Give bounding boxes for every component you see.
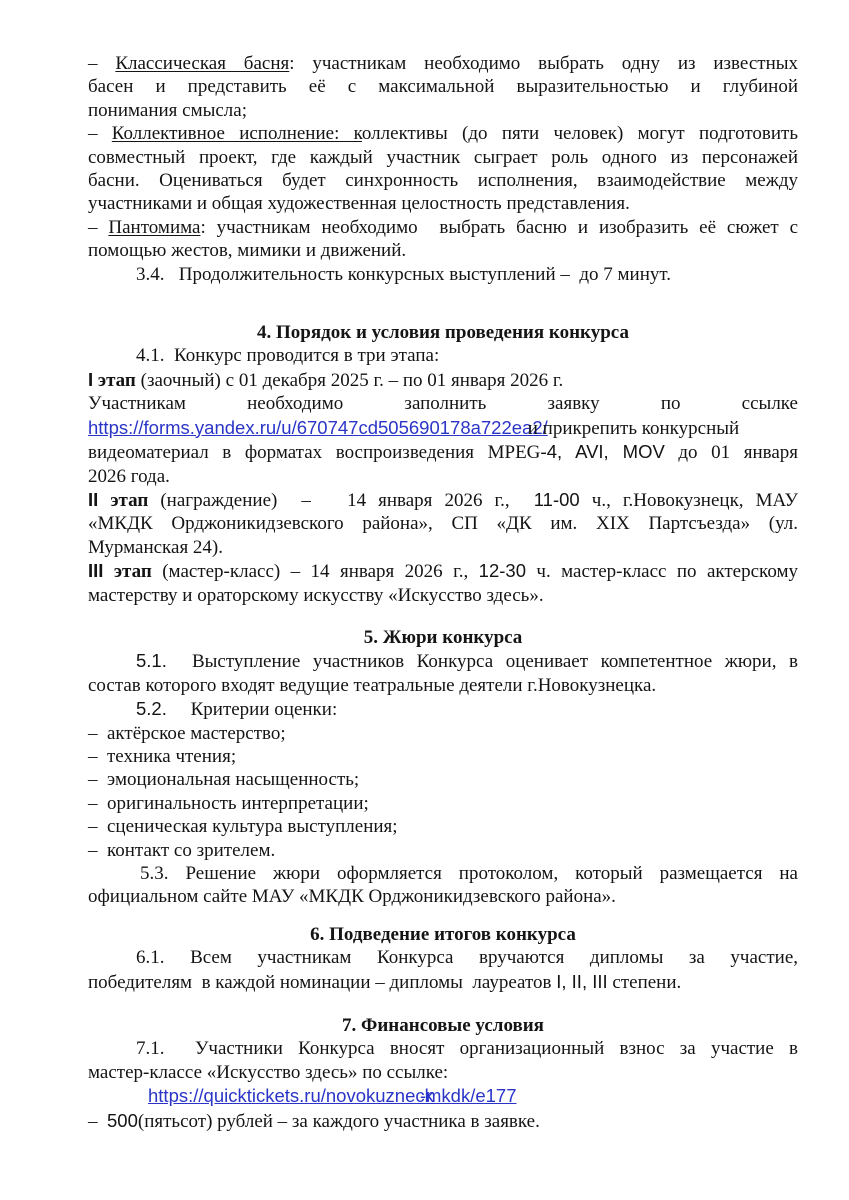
text-run: понимания смысла; [88,99,248,121]
text-run: 6.1. Всем участникам Конкурса вручаются дипломы за участие, [136,947,798,969]
text-run: 5.3. Решение жюри оформляется протоколом, который размещается на [140,863,798,884]
doc-line [88,392,798,415]
text-run: совместный проект, где каждый участник сыграет роль одного из персонажей [88,146,798,168]
text-run: Участникам необходимо заполнить заявку по ссылке [88,393,798,415]
text-run: 3.4. Продолжительность конкурсных выступлений – до 7 минут. [136,263,672,285]
clause-6-1 [88,946,798,969]
text-run: 4. Порядок и условия проведения конкурса [257,322,629,344]
text-run: Критерии оценки: [166,699,338,721]
text-run: 7. Финансовые условия [342,1015,544,1037]
text-run: и прикрепить конкурсный [527,417,740,439]
text-run: Выступление участников Конкурса оценивает компетентное жюри, в [166,651,798,673]
tickets-link-line [88,1084,798,1108]
paragraph-spacer [88,909,798,923]
text-run: (мастер-класс) – 14 января 2026 г., [162,561,479,583]
list-item-collective [88,122,798,145]
text-run: видеоматериал в форматах воспроизведения MPEG- [88,442,547,464]
text-run: 11-00 [533,488,580,510]
doc-line [88,512,798,535]
text-run: – контакт со зрителем. [88,839,276,861]
criteria-item [88,745,798,768]
text-run: этап [93,369,141,391]
list-item-pantomime [88,216,798,239]
text-run: победителям в каждой номинации – дипломы лауреатов [88,971,557,993]
text-run: этап [103,561,163,583]
text-run: (пятьсот) рублей – за каждого участника в заявке. [137,1110,540,1132]
doc-line [88,584,798,607]
paragraph-spacer [88,286,798,321]
doc-line [88,239,798,262]
doc-line [88,536,798,559]
stage-1 [88,368,798,392]
doc-line [88,169,798,192]
text-run: III [88,560,104,582]
text-run: 4, AVI, MOV [546,441,665,463]
fee-item [88,1109,798,1133]
doc-line [88,465,798,488]
paragraph-spacer [88,994,798,1014]
section-heading-7 [88,1014,798,1037]
text-run: (награждение) – 14 января 2026 г., [160,489,534,511]
text-run: – актёрское мастерство; [88,722,286,744]
text-run: «МКДК Орджоникидзевского района», СП «ДК им. XIX Партсъезда» (ул. [88,513,798,535]
text-run: – техника чтения; [88,745,237,767]
text-run: 5.2. [136,698,167,720]
text-run: : участникам необходимо выбрать одну из известных [289,53,798,74]
clause-5-2 [88,697,798,721]
text-run: 5.1. [136,650,167,672]
text-run: 12-30 [478,560,526,582]
text-run: 7.1. Участники Конкурса вносят организационный взнос за участие в [136,1038,798,1060]
clause-5-3 [88,862,798,885]
doc-line [88,75,798,98]
doc-line [88,99,798,122]
criteria-item [88,722,798,745]
text-run: – эмоциональная насыщенность; [88,769,360,791]
text-run: басни. Оцениваться будет синхронность исполнения, взаимодействие между [88,170,798,192]
criteria-item [88,815,798,838]
text-run: состав которого входят ведущие театральные деятели г.Новокузнецка. [88,674,657,696]
doc-line [88,440,798,464]
text-run: – [88,1110,107,1132]
doc-line [88,192,798,215]
text-run: I [88,368,94,390]
doc-line [88,146,798,169]
text-run: степени. [607,971,682,993]
text-run: ч. мастер-класс по актерскому [526,561,798,583]
text-run: – [88,216,109,238]
text-run: I, II, III [556,970,608,992]
doc-line [88,885,798,908]
text-run: участниками и общая художественная целостность представления. [88,193,630,215]
doc-line [88,970,798,994]
text-run: II [88,488,99,510]
text-run: (заочный) с 01 декабря 2025 г. – по 01 января 2026 г. [140,369,564,391]
criteria-item [88,792,798,815]
clause-7-1 [88,1037,798,1060]
hyperlink[interactable]: -mkdk/e177 [419,1085,517,1107]
text-run: 4.1. Конкурс проводится в три этапа: [136,345,440,367]
hyperlink[interactable]: https://quicktickets.ru/novokuzneck [148,1085,434,1107]
text-run: – [88,123,112,145]
text-run: 6. Подведение итогов конкурса [310,923,576,945]
text-run: басен и представить её с максимальной выразительностью и глубиной [88,76,798,98]
text-run: помощью жестов, мимики и движений. [88,240,407,262]
text-run: – [88,53,116,74]
text-run: мастер-классе «Искусство здесь» по ссылке: [88,1061,449,1083]
text-run: – сценическая культура выступления; [88,816,398,838]
section-heading-6 [88,923,798,946]
criteria-item [88,839,798,862]
hyperlink[interactable]: https://forms.yandex.ru/u/670747cd505690178a722ea2/ [88,416,548,438]
text-run: этап [98,489,161,511]
application-link-line [88,416,798,440]
section-heading-4 [88,321,798,344]
paragraph-spacer [88,607,798,626]
text-run: Коллективное исполнение: к [111,123,362,145]
section-heading-5 [88,626,798,649]
list-item-classic-fable [88,52,798,75]
text-run: 2026 года. [88,465,170,487]
text-run: Мурманская 24). [88,536,224,558]
text-run: до 01 января [664,442,799,464]
stage-2 [88,488,798,512]
text-run: 500 [107,1109,138,1131]
text-run: – оригинальность интерпретации; [88,792,369,814]
text-run: : участникам необходимо выбрать басню и изобразить её сюжет с [200,216,799,238]
text-run: оллективы (до пяти человек) могут подготовить [361,123,799,145]
clause-5-1 [88,649,798,673]
criteria-item [88,768,798,791]
text-run: ч., г.Новокузнецк, МАУ [579,489,798,511]
text-run: 5. Жюри конкурса [363,626,523,648]
text-run: Классическая басня [115,53,290,74]
text-run: официальном сайте МАУ «МКДК Орджоникидзевского района». [88,886,616,908]
doc-line [88,674,798,697]
text-run: Пантомима [108,216,201,238]
doc-line [88,1061,798,1084]
clause-3-4 [88,263,798,286]
clause-4-1 [88,344,798,367]
text-run: мастерству и ораторскому искусству «Искусство здесь». [88,584,544,606]
stage-3 [88,559,798,583]
